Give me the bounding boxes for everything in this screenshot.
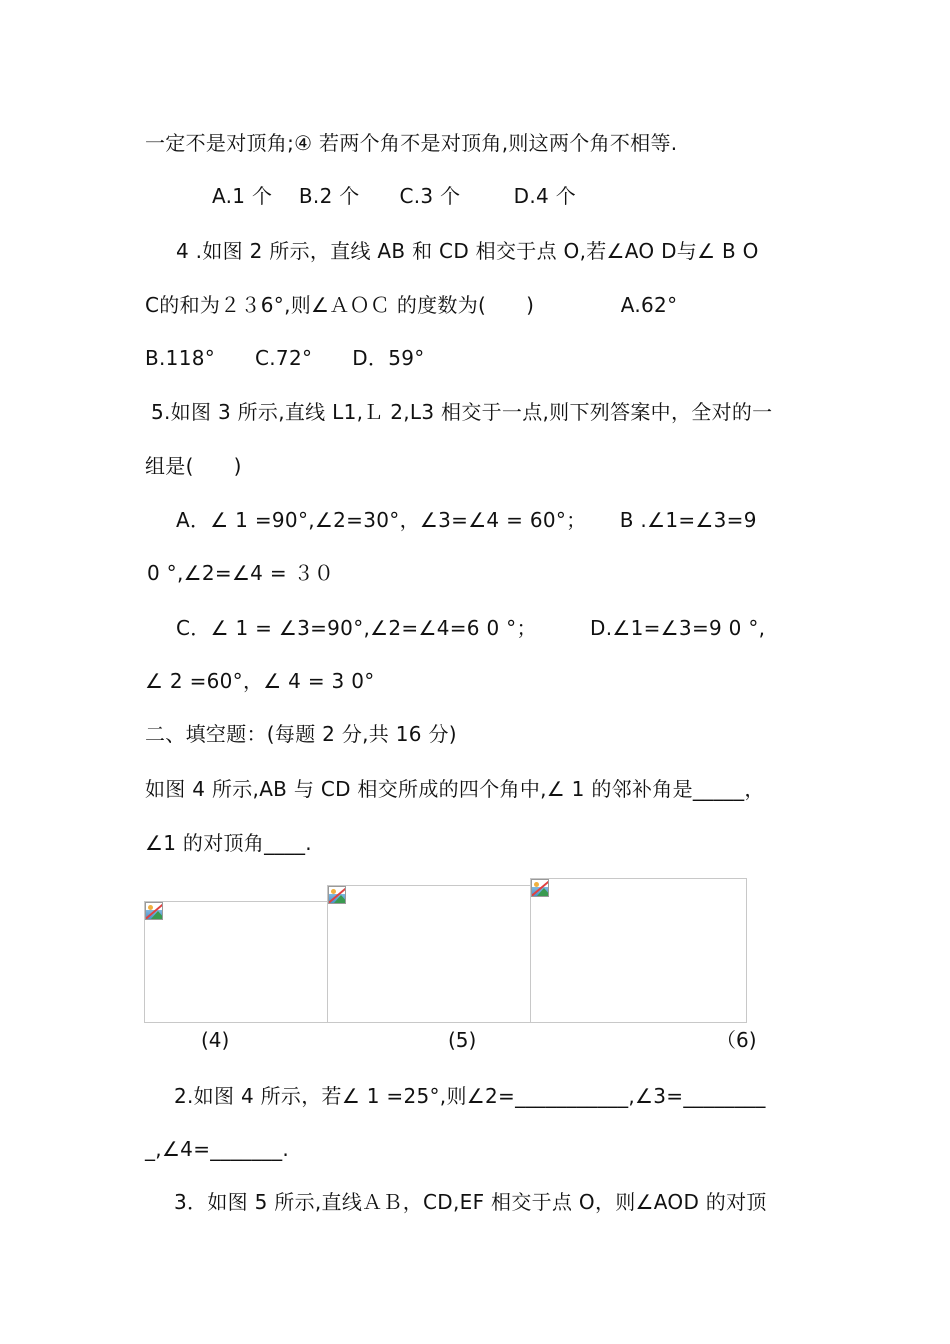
text-line-16: _,∠4=_______. [145, 1137, 290, 1161]
text-line-17: 3．如图 5 所示,直线ＡＢ，CD,EF 相交于点 O，则∠AOD 的对顶 [174, 1190, 767, 1214]
figure-6-caption: （6) [716, 1028, 757, 1052]
text-line-10: C．∠ 1 = ∠3=90°,∠2=∠4=6 0 °； D.∠1=∠3=9 0 °, [176, 616, 766, 640]
text-line-5: B.118° C.72° D．59° [145, 346, 425, 370]
broken-image-icon [531, 879, 549, 897]
figure-4-caption: (4) [201, 1028, 230, 1052]
text-line-3: 4 .如图 2 所示，直线 AB 和 CD 相交于点 O,若∠AO D与∠ B O [176, 239, 759, 263]
text-line-7: 组是( ) [145, 454, 242, 478]
text-line-2: A.1 个 B.2 个 C.3 个 D.4 个 [212, 184, 577, 208]
figure-5-image [327, 885, 531, 1023]
figure-5-caption: (5) [448, 1028, 477, 1052]
broken-image-icon [328, 886, 346, 904]
figure-4-image [144, 901, 328, 1023]
text-line-8: A．∠ 1 =90°,∠2=30°，∠3=∠4 = 60°； B .∠1=∠3=9 [176, 508, 757, 532]
section-heading: 二、填空题：(每题 2 分,共 16 分) [145, 722, 457, 746]
text-line-15: 2.如图 4 所示，若∠ 1 =25°,则∠2=___________,∠3=________ [174, 1084, 766, 1108]
text-line-9: 0 °,∠2=∠4 = ３０ [147, 561, 335, 585]
text-line-13: 如图 4 所示,AB 与 CD 相交所成的四个角中,∠ 1 的邻补角是_____， [145, 777, 765, 801]
text-line-4: C的和为２３6°,则∠ＡＯＣ 的度数为( ) A.62° [145, 293, 678, 317]
text-line-6: 5.如图 3 所示,直线 L1,Ｌ 2,L3 相交于一点,则下列答案中，全对的一 [151, 400, 773, 424]
text-line-11: ∠ 2 =60°，∠ 4 = 3 0° [145, 669, 375, 693]
figure-6-image [530, 878, 747, 1023]
broken-image-icon [145, 902, 163, 920]
text-line-1: 一定不是对顶角;④ 若两个角不是对顶角,则这两个角不相等. [145, 131, 678, 155]
text-line-14: ∠1 的对顶角____. [145, 831, 312, 855]
